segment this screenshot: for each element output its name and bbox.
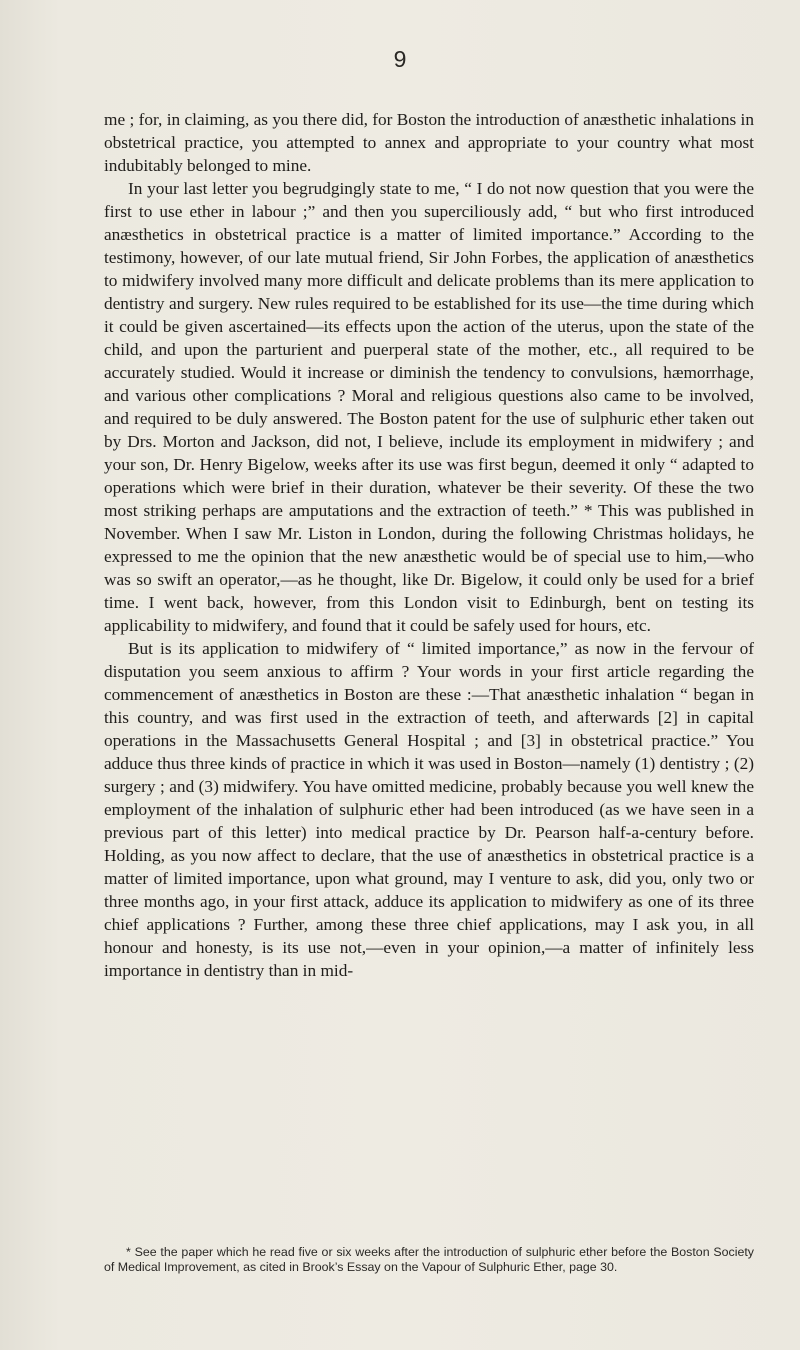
page-number: 9 xyxy=(393,46,407,72)
body-text xyxy=(104,108,754,982)
paragraph-3: But is its application to midwifery of “ limited importance,” as now in the fervour of disputation you seem anxious to affirm ? Your words in your first article regarding the commencement of anæsthetics in Boston are these :—That anæsthetic inhalation “ began in this country, and was first used in the extraction of teeth, and afterwards [2] in capital operations in the Massachusetts General Hospital ; and [3] in obstetrical practice.” You adduce thus three kinds of practice in which it was used in Boston—namely (1) dentistry ; (2) surgery ; and (3) midwifery. You have omitted medicine, probably because you well knew the employment of the inhalation of sulphuric ether had been introduced (as we have seen in a previous part of this letter) into medical practice by Dr. Pearson half-a-century before. Holding, as you now affect to declare, that the use of anæsthetics in obstetrical practice is a matter of limited importance, upon what ground, may I venture to ask, did you, only two or three months ago, in your first attack, adduce its application to midwifery as one of its three chief applications ? Further, among these three chief applications, may I ask you, in all honour and honesty, is its use not,—even in your opinion,—a matter of infinitely less importance in dentistry than in mid- xyxy=(104,639,754,980)
footnote-text: * See the paper which he read five or six weeks after the introduction of sulphuric ether before the Boston Society of Medical Improvement, as cited in Brook’s Essay on the Vapour of Sulphuric Ether, page 30. xyxy=(104,1245,754,1274)
paragraph-1: me ; for, in claiming, as you there did, for Boston the introduction of anæsthetic inhalations in obstetrical practice, you attempted to annex and appropriate to your country what most indubitably belonged to mine. xyxy=(104,110,754,175)
paragraph-2: In your last letter you begrudgingly state to me, “ I do not now question that you were the first to use ether in labour ;” and then you superciliously add, “ but who first introduced anæsthetics in obstetrical practice is a matter of limited importance.” According to the testimony, however, of our late mutual friend, Sir John Forbes, the application of anæsthetics to midwifery involved many more difficult and delicate problems than its mere application to dentistry and surgery. New rules required to be established for its use—the time during which it could be given ascertained—its effects upon the action of the uterus, upon the state of the child, and upon the parturient and puerperal state of the mother, etc., all required to be accurately studied. Would it increase or diminish the tendency to convulsions, hæmorrhage, and various other complications ? Moral and religious questions also came to be involved, and required to be duly answered. The Boston patent for the use of sulphuric ether taken out by Drs. Morton and Jackson, did not, I believe, include its employment in midwifery ; and your son, Dr. Henry Bigelow, weeks after its use was first begun, deemed it only “ adapted to operations which were brief in their duration, whatever be their severity. Of these the two most striking perhaps are amputations and the extraction of teeth.” * This was published in November. When I saw Mr. Liston in London, during the following Christmas holidays, he expressed to me the opinion that the new anæsthetic would be of special use to him,—who was so swift an operator,—as he thought, like Dr. Bigelow, it could only be used for a brief time. I went back, however, from this London visit to Edinburgh, bent on testing its applicability to midwifery, and found that it could be safely used for hours, etc. xyxy=(104,179,754,635)
footnote xyxy=(104,1245,754,1274)
